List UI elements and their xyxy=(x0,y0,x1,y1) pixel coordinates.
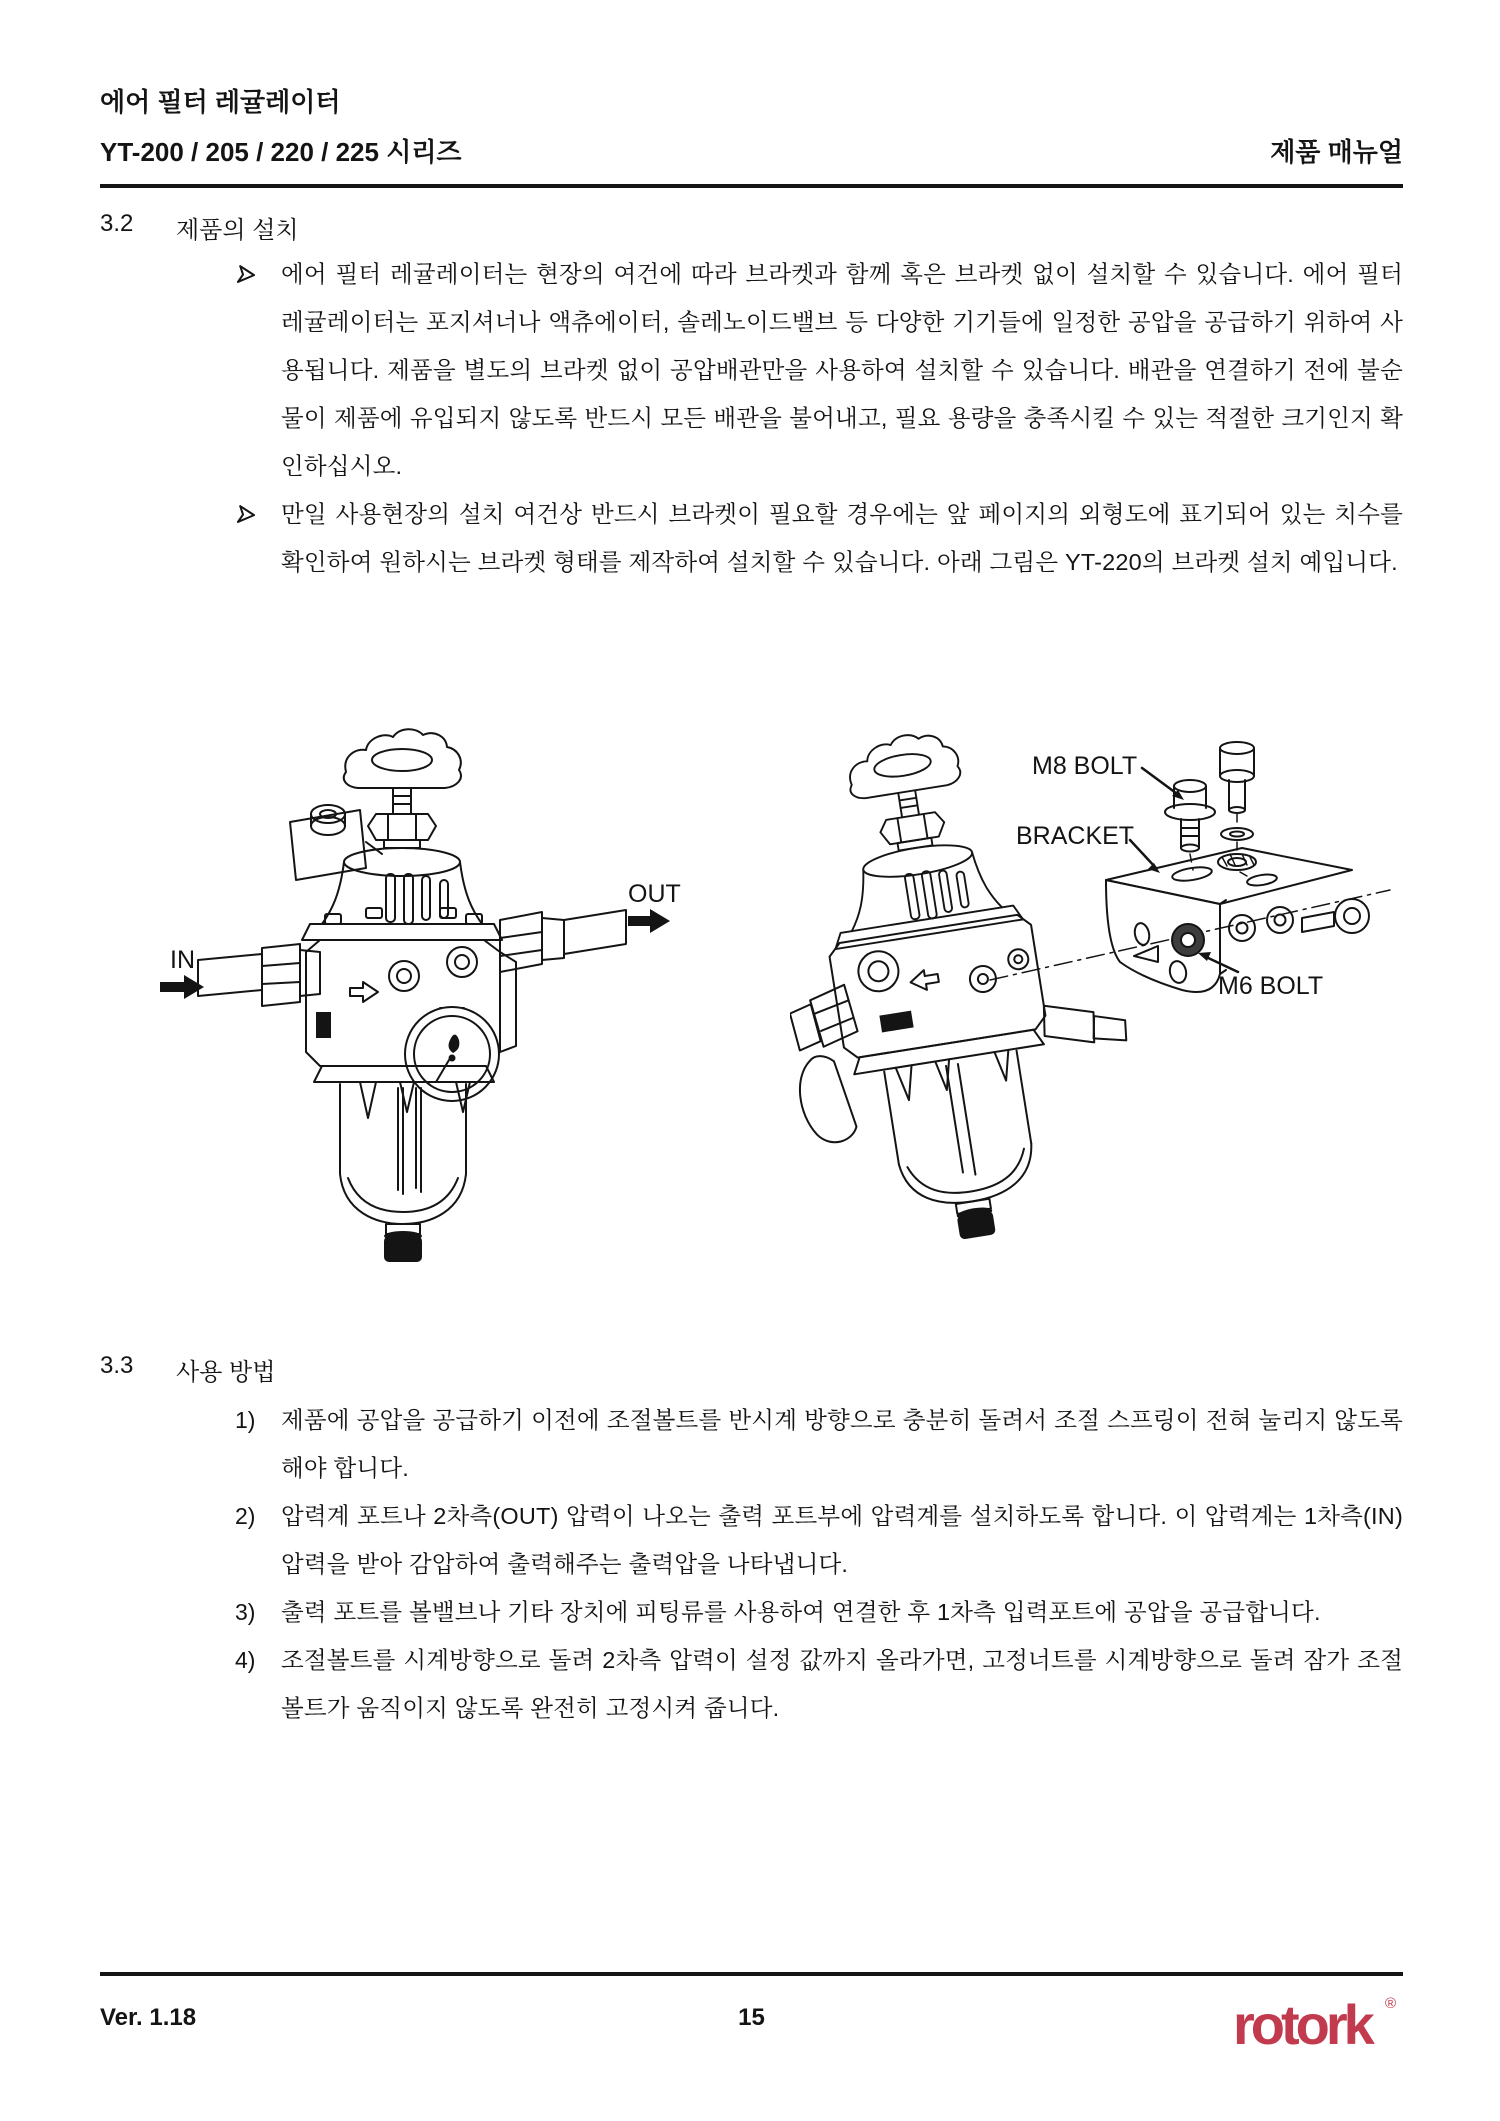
rotork-logo xyxy=(1233,1992,1403,2061)
bullet-text: 에어 필터 레귤레이터는 현장의 여건에 따라 브라켓과 함께 혹은 브라켓 없이 설치할 수 있습니다. 에어 필터 레귤레이터는 포지셔너나 액츄에이터, 솔레노이드밸브 등 다양한 기기들에 일정한 공압을 공급하기 위하여 사용됩니다. 제품을 별도의 브라켓 없이 공압배관만을 사용하여 설치할 수 있습니다. 배관을 연결하기 전에 불순물이 제품에 유입되지 않도록 반드시 모든 배관을 불어내고, 필요 용량을 충족시킬 수 있는 적절한 크기인지 확인하십시오. xyxy=(281,261,1403,479)
section-3-2-heading xyxy=(100,210,299,245)
item-number: 2) xyxy=(235,1503,256,1529)
doc-type-label: 제품 매뉴얼 xyxy=(1270,137,1403,167)
section-title: 제품의 설치 xyxy=(176,217,299,244)
filter-bowl xyxy=(340,1084,466,1262)
item-number: 4) xyxy=(235,1647,256,1673)
bracket-label: BRACKET xyxy=(1016,822,1135,850)
version-label: Ver. 1.18 xyxy=(100,2004,197,2031)
footer-divider xyxy=(100,1972,1403,1976)
figure-bracket-installation xyxy=(790,722,1440,1292)
section-title: 사용 방법 xyxy=(176,1359,276,1386)
bullet-item xyxy=(235,490,1403,586)
regulator-tilted xyxy=(790,722,1155,1261)
item-text: 출력 포트를 볼밸브나 기타 장치에 피팅류를 사용하여 연결한 후 1차측 입력포트에 공압을 공급합니다. xyxy=(281,1599,1321,1625)
page-number: 15 xyxy=(738,2004,765,2031)
item-text: 조절볼트를 시계방향으로 돌려 2차측 압력이 설정 값까지 올라가면, 고정너트를 시계방향으로 돌려 잠가 조절 볼트가 움직이지 않도록 완전히 고정시켜 줍니다. xyxy=(281,1647,1403,1721)
flat-washer xyxy=(1221,828,1253,850)
drain-plug xyxy=(384,1231,422,1262)
page-title: 에어 필터 레귤레이터 xyxy=(100,87,341,117)
pressure-gauge xyxy=(405,1007,499,1101)
arrowhead-right-icon xyxy=(235,250,281,490)
item-number: 3) xyxy=(235,1599,256,1625)
footer xyxy=(100,1992,1403,2062)
list-item xyxy=(235,1588,1403,1636)
rotork-logo-text: rotork xyxy=(1233,1993,1371,2056)
filter-bowl xyxy=(884,1051,1044,1248)
header-subtitle-row xyxy=(100,132,1403,169)
list-item xyxy=(235,1636,1403,1732)
arrowhead-right-icon xyxy=(235,490,281,586)
spring-washer xyxy=(1218,854,1256,879)
m8-bolt-label: M8 BOLT xyxy=(1032,752,1138,780)
flow-direction-arrow-icon xyxy=(350,982,378,1002)
section-3-2-bullets xyxy=(235,250,1403,586)
nameplate-tag xyxy=(316,1012,331,1038)
nameplate-tag xyxy=(879,1011,913,1033)
m6-cap-screw xyxy=(1302,899,1369,933)
section-3-3-heading xyxy=(100,1352,275,1387)
m6-washers xyxy=(1229,907,1293,941)
dowel-pin xyxy=(1134,946,1158,962)
flow-direction-arrow-icon xyxy=(909,968,940,992)
section-3-3-list xyxy=(235,1396,1403,1732)
figure-regulator-front-view xyxy=(150,722,750,1292)
outlet-pipe xyxy=(500,910,626,972)
section-number: 3.2 xyxy=(100,210,134,237)
list-item xyxy=(235,1492,1403,1588)
item-number: 1) xyxy=(235,1407,256,1433)
section-number: 3.3 xyxy=(100,1352,134,1379)
list-item xyxy=(235,1396,1403,1492)
m6-bolt-label: M6 BOLT xyxy=(1218,972,1324,1000)
bullet-text: 만일 사용현장의 설치 여건상 반드시 브라켓이 필요할 경우에는 앞 페이지의 외형도에 표기되어 있는 치수를 확인하여 원하시는 브라켓 형태를 제작하여 설치할 수 있습니다. 아래 그림은 YT-220의 브라켓 설치 예입니다. xyxy=(281,501,1403,575)
m8-socket-bolt xyxy=(1220,742,1254,826)
in-label: IN xyxy=(170,946,195,974)
drain-plug xyxy=(956,1205,996,1239)
out-arrow-icon xyxy=(628,909,670,933)
mounting-tab xyxy=(290,805,382,880)
series-title: YT-200 / 205 / 220 / 225 시리즈 xyxy=(100,137,462,167)
item-text: 압력계 포트나 2차측(OUT) 압력이 나오는 출력 포트부에 압력계를 설치하도록 합니다. 이 압력계는 1차측(IN) 압력을 받아 감압하여 출력해주는 출력압을 나타냅니다. xyxy=(281,1503,1403,1577)
m6-bolt xyxy=(1172,924,1204,956)
item-text: 제품에 공압을 공급하기 이전에 조절볼트를 반시계 방향으로 충분히 돌려서 조절 스프링이 전혀 눌리지 않도록 해야 합니다. xyxy=(281,1407,1403,1481)
header-divider xyxy=(100,184,1403,188)
bullet-item xyxy=(235,250,1403,490)
inlet-pipe xyxy=(198,944,320,1006)
registered-trademark-icon: ® xyxy=(1385,1995,1397,2012)
out-label: OUT xyxy=(628,880,681,908)
